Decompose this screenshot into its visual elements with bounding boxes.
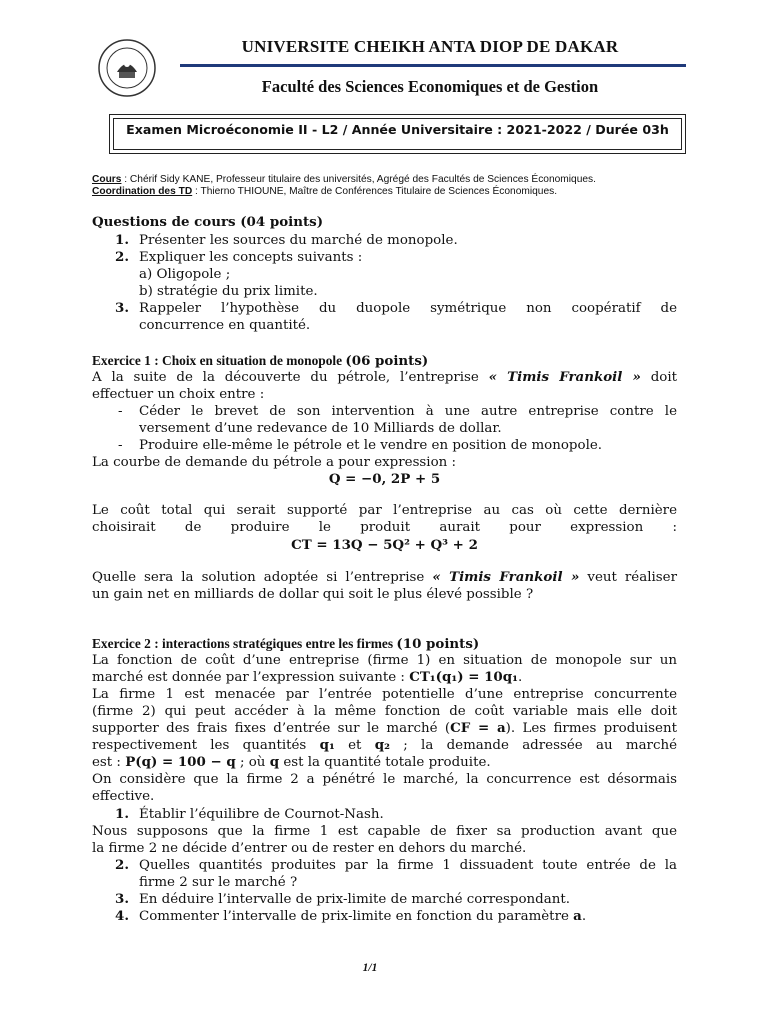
item-2-line-2: firme 2 sur le marché ? [139, 875, 298, 890]
exercise-1-option-2: Produire elle-même le pétrole et le vendre en position de monopole. [139, 438, 603, 453]
item-3-number: 3. [115, 891, 129, 907]
exercise-2-line-10: Nous supposons que la firme 1 est capable de fixer sa production avant que [92, 824, 677, 839]
item-4-number: 4. [115, 908, 129, 924]
question-3-number: 3. [115, 300, 129, 316]
exercise-1-question-a: Quelle sera la solution adoptée si l’entreprise [92, 570, 433, 585]
item-1-text: Établir l’équilibre de Cournot-Nash. [139, 807, 384, 822]
question-3 [115, 300, 677, 317]
university-seal-logo [97, 38, 157, 98]
cost-equation: CT = 13Q − 5Q² + Q³ + 2 [291, 537, 478, 553]
item-1-number: 1. [115, 806, 129, 822]
course-label: Cours [92, 174, 122, 185]
exercise-1-para-1a: A la suite de la découverte du pétrole, l’entreprise [92, 370, 489, 385]
exercise-2-line-5 [92, 720, 677, 737]
exercise-2-line-7b: ; où [235, 755, 270, 770]
exercise-2-line-2a: marché est donnée par l’expression suivante : [92, 670, 410, 685]
exercise-1-option-1-line-2: versement d’une redevance de 10 Milliards de dollar. [139, 421, 502, 436]
total-quantity: q [269, 754, 280, 770]
td-text: : Thierno THIOUNE, Maître de Conférences Titulaire de Sciences Économiques. [192, 186, 558, 197]
quantity-q1: q₁ [319, 737, 335, 753]
faculty-name: Faculté des Sciences Economiques et de Gestion [261, 77, 599, 96]
exercise-2-title-text: Exercice 2 : interactions stratégiques entre les firmes [92, 636, 397, 651]
exercise-1-option-1-line-1: Céder le brevet de son intervention à une autre entreprise contre le [139, 404, 677, 419]
item-4-text-a: Commenter l’intervalle de prix-limite en fonction du paramètre [139, 909, 574, 924]
question-2a: a) Oligopole ; [139, 267, 231, 282]
exercise-2-line-11: la firme 2 ne décide d’entrer ou de rester en dehors du marché. [92, 841, 527, 856]
exercise-2-item-3 [115, 891, 677, 908]
item-2-number: 2. [115, 857, 129, 873]
page-number: 1/1 [362, 962, 378, 974]
exercise-2-line-9: effective. [92, 789, 155, 804]
question-1 [115, 232, 677, 249]
demand-intro: La courbe de demande du pétrole a pour expression : [92, 455, 457, 470]
question-2b: b) stratégie du prix limite. [139, 284, 318, 299]
question-1-number: 1. [115, 232, 129, 248]
question-2-number: 2. [115, 249, 129, 265]
exercise-2-points: (10 points) [396, 636, 480, 652]
exam-title: Examen Microéconomie II - L2 / Année Universitaire : 2021-2022 / Durée 03h [126, 122, 669, 137]
exercise-2-line-8: On considère que la firme 2 a pénétré le marché, la concurrence est désormais [92, 772, 677, 787]
demand-function: P(q) = 100 − q [125, 754, 236, 770]
exercise-1-title [92, 352, 677, 370]
item-2-line-1: Quelles quantités produites par la firme 1 dissuadent toute entrée de la [139, 858, 677, 873]
exercise-2-line-3: La firme 1 est menacée par l’entrée potentielle d’une entreprise concurrente [92, 687, 677, 702]
cost-text-line-2: choisirait de produire le produit aurait pour expression : [92, 520, 677, 535]
university-name: UNIVERSITE CHEIKH ANTA DIOP DE DAKAR [241, 37, 619, 56]
exercise-2-line-5b: ). Les firmes produisent [505, 721, 677, 736]
exercise-1-question-b: veut réaliser [579, 570, 677, 585]
exercise-1-para-1b: doit [640, 370, 677, 385]
exercise-2-item-1 [115, 806, 677, 823]
exercise-2-item-2 [115, 857, 677, 874]
exercise-2-line-6 [92, 737, 677, 754]
question-1-text: Présenter les sources du marché de monopole. [139, 233, 458, 248]
exercise-2-line-7a: est : [92, 755, 126, 770]
exercise-2-line-1: La fonction de coût d’une entreprise (firme 1) en situation de monopole sur un [92, 653, 677, 668]
item-4-text-b: . [581, 909, 587, 924]
questions-title: Questions de cours (04 points) [92, 214, 324, 230]
item-4-param: a [573, 908, 582, 924]
exercise-1-para-1 [92, 369, 677, 386]
td-label: Coordination des TD [92, 186, 193, 197]
exercise-2-line-6-and: et [334, 738, 375, 753]
exercise-1-title-text: Exercice 1 : Choix en situation de monopole [92, 353, 346, 368]
question-2 [115, 249, 677, 266]
question-3-line-1: Rappeler l’hypothèse du duopole symétrique non coopératif de [139, 301, 677, 316]
fixed-cost: CF = a [450, 720, 506, 736]
cost-text-line-1: Le coût total qui serait supporté par l’entreprise au cas où cette dernière [92, 503, 677, 518]
company-name: « Timis Frankoil » [488, 369, 641, 385]
exercise-2-line-7c: est la quantité totale produite. [279, 755, 491, 770]
exercise-2-line-2 [92, 669, 677, 686]
exercise-1-para-1-line-2: effectuer un choix entre : [92, 387, 265, 402]
header-rule [180, 64, 686, 67]
cost-function-1: CT₁(q₁) = 10q₁ [409, 669, 518, 685]
exercise-1-points: (06 points) [345, 353, 429, 369]
exercise-2-line-2b: . [517, 670, 523, 685]
item-3-text: En déduire l’intervalle de prix-limite de marché correspondant. [139, 892, 570, 907]
quantity-q2: q₂ [374, 737, 390, 753]
course-text: : Chérif Sidy KANE, Professeur titulaire des universités, Agrégé des Facultés de Sciences Économiques. [121, 174, 596, 185]
exercise-1-question-line-2: un gain net en milliards de dollar qui soit le plus élevé possible ? [92, 587, 534, 602]
course-line [92, 174, 596, 185]
question-3-line-2: concurrence en quantité. [139, 318, 311, 333]
exercise-1-question [92, 569, 677, 586]
td-line [92, 186, 557, 197]
bullet-dash-1: - [118, 404, 123, 419]
bullet-dash-2: - [118, 438, 123, 453]
exercise-2-item-4 [115, 908, 677, 925]
exercise-2-line-6b: ; la demande adressée au marché [389, 738, 678, 753]
company-name-2: « Timis Frankoil » [432, 569, 580, 585]
demand-equation: Q = −0, 2P + 5 [328, 471, 441, 487]
exercise-2-line-6a: respectivement les quantités [92, 738, 320, 753]
exercise-2-line-5a: supporter des frais fixes d’entrée sur le marché ( [92, 721, 451, 736]
question-2-text: Expliquer les concepts suivants : [139, 250, 363, 265]
exercise-2-line-7 [92, 754, 677, 771]
exercise-2-line-4: (firme 2) qui peut accéder à la même fonction de coût variable mais elle doit [92, 704, 677, 719]
exercise-2-title [92, 635, 677, 653]
